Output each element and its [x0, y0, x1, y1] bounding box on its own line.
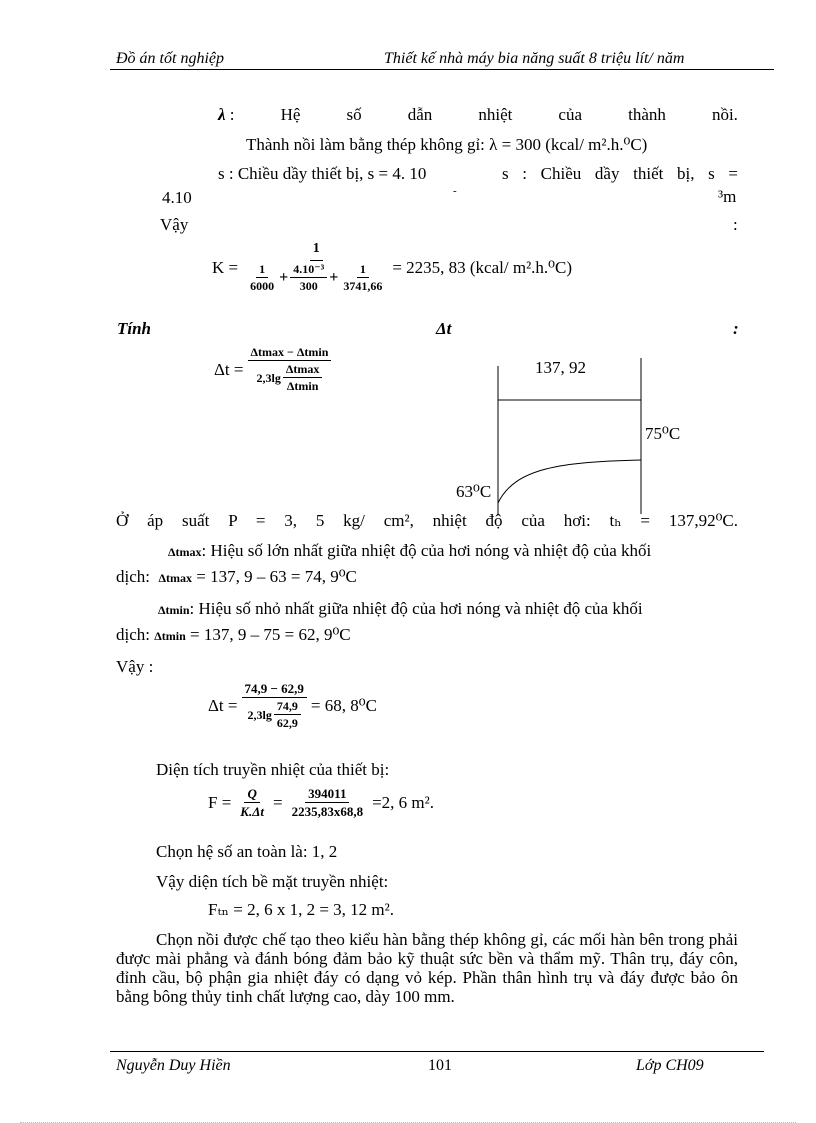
lambda-definition: λ : Hệ số dẫn nhiệt của thành nồi. [218, 105, 738, 124]
diagram-liquid-curve [498, 460, 641, 503]
therefore-colon: : [733, 215, 738, 234]
dtmax-line-2: dịch: Δtmax = 137, 9 – 63 = 74, 9⁰C [116, 567, 357, 586]
diagram-right-label: 75⁰C [645, 424, 681, 443]
k-formula: K = 1 $\frac{1}{6000}$ + $\frac{\text{4.10⁻³}}{300}$ + $\frac{1}{3741,66}$ = 2235, 83 (kcal/ m².h.⁰C) [212, 241, 572, 293]
final-area-value: Fₜₙ = 2, 6 x 1, 2 = 3, 12 m². [208, 900, 394, 919]
temperature-diagram [490, 358, 650, 518]
footer-page-number: 101 [428, 1057, 452, 1074]
material-line: Thành nồi làm bằng thép không gỉ: λ = 300 (kcal/ m².h.⁰C) [246, 135, 648, 154]
delta-t-formula: Δt = Δtmax − Δtmin 2,3lg $\frac{\Delta tmax}{\Delta tmin}$ [214, 346, 331, 392]
header-right: Thiết kế nhà máy bia năng suất 8 triệu lít/ năm [384, 50, 685, 67]
diagram-top-label: 137, 92 [535, 358, 586, 377]
therefore-label-2: Vậy : [116, 657, 154, 676]
thickness-value: 4.10 [162, 188, 192, 207]
header-left: Đồ án tốt nghiệp [116, 50, 224, 67]
closing-paragraph: Chọn nồi được chế tạo theo kiểu hàn bằng thép không gỉ, các mối hàn bên trong phải được mài phẳng và đánh bóng đảm bảo kỹ thuật sức bền và thẩm mỹ. Thân trụ, đáy côn, đỉnh cầu, bộ phận gia nhiệt đáy có dạng vỏ kép. Phần thân hình trụ và đáy được bảo ôn bằng bông thủy tinh chất lượng cao, dày 100 mm. [116, 930, 738, 1006]
compute-label: Tính [117, 319, 152, 338]
area-intro: Diện tích truyền nhiệt của thiết bị: [156, 760, 390, 779]
dtmax-line-1: Δtmax: Hiệu số lớn nhất giữa nhiệt độ của hơi nóng và nhiệt độ của khối [168, 541, 652, 560]
compute-colon: : [733, 319, 739, 338]
final-area-intro: Vậy diện tích bề mặt truyền nhiệt: [156, 872, 389, 891]
footer-rule [110, 1051, 764, 1052]
delta-t-calculation: Δt = 74,9 − 62,9 2,3lg $\frac{74,9}{62,9}$ = 68, 8⁰C [208, 681, 377, 730]
compute-delta: Δt [436, 319, 452, 338]
therefore-label: Vậy [160, 215, 189, 234]
safety-factor: Chọn hệ số an toàn là: 1, 2 [156, 842, 338, 861]
dtmin-line-2: dịch: Δtmin = 137, 9 – 75 = 62, 9⁰C [116, 625, 351, 644]
diagram-left-label: 63⁰C [456, 482, 492, 501]
header-rule [110, 69, 774, 70]
footer-author: Nguyễn Duy Hiền [116, 1057, 231, 1074]
area-formula: F = $\frac{Q}{K.\Delta t}$ = $\frac{394011}{2235,83x68,8}$ =2, 6 m². [208, 786, 434, 819]
thickness-dash: - [453, 185, 457, 197]
footer-class: Lớp CH09 [636, 1057, 704, 1074]
thickness-right: s : Chiều dầy thiết bị, s = [502, 164, 738, 183]
pressure-line: Ở áp suất P = 3, 5 kg/ cm², nhiệt độ của hơi: tₕ = 137,92⁰C. [116, 511, 738, 530]
thickness-left: s : Chiều dầy thiết bị, s = 4. 10 [218, 164, 427, 183]
dtmin-line-1: Δtmin: Hiệu số nhỏ nhất giữa nhiệt độ của hơi nóng và nhiệt độ của khối [158, 599, 643, 618]
thickness-unit: ³m [718, 187, 737, 206]
